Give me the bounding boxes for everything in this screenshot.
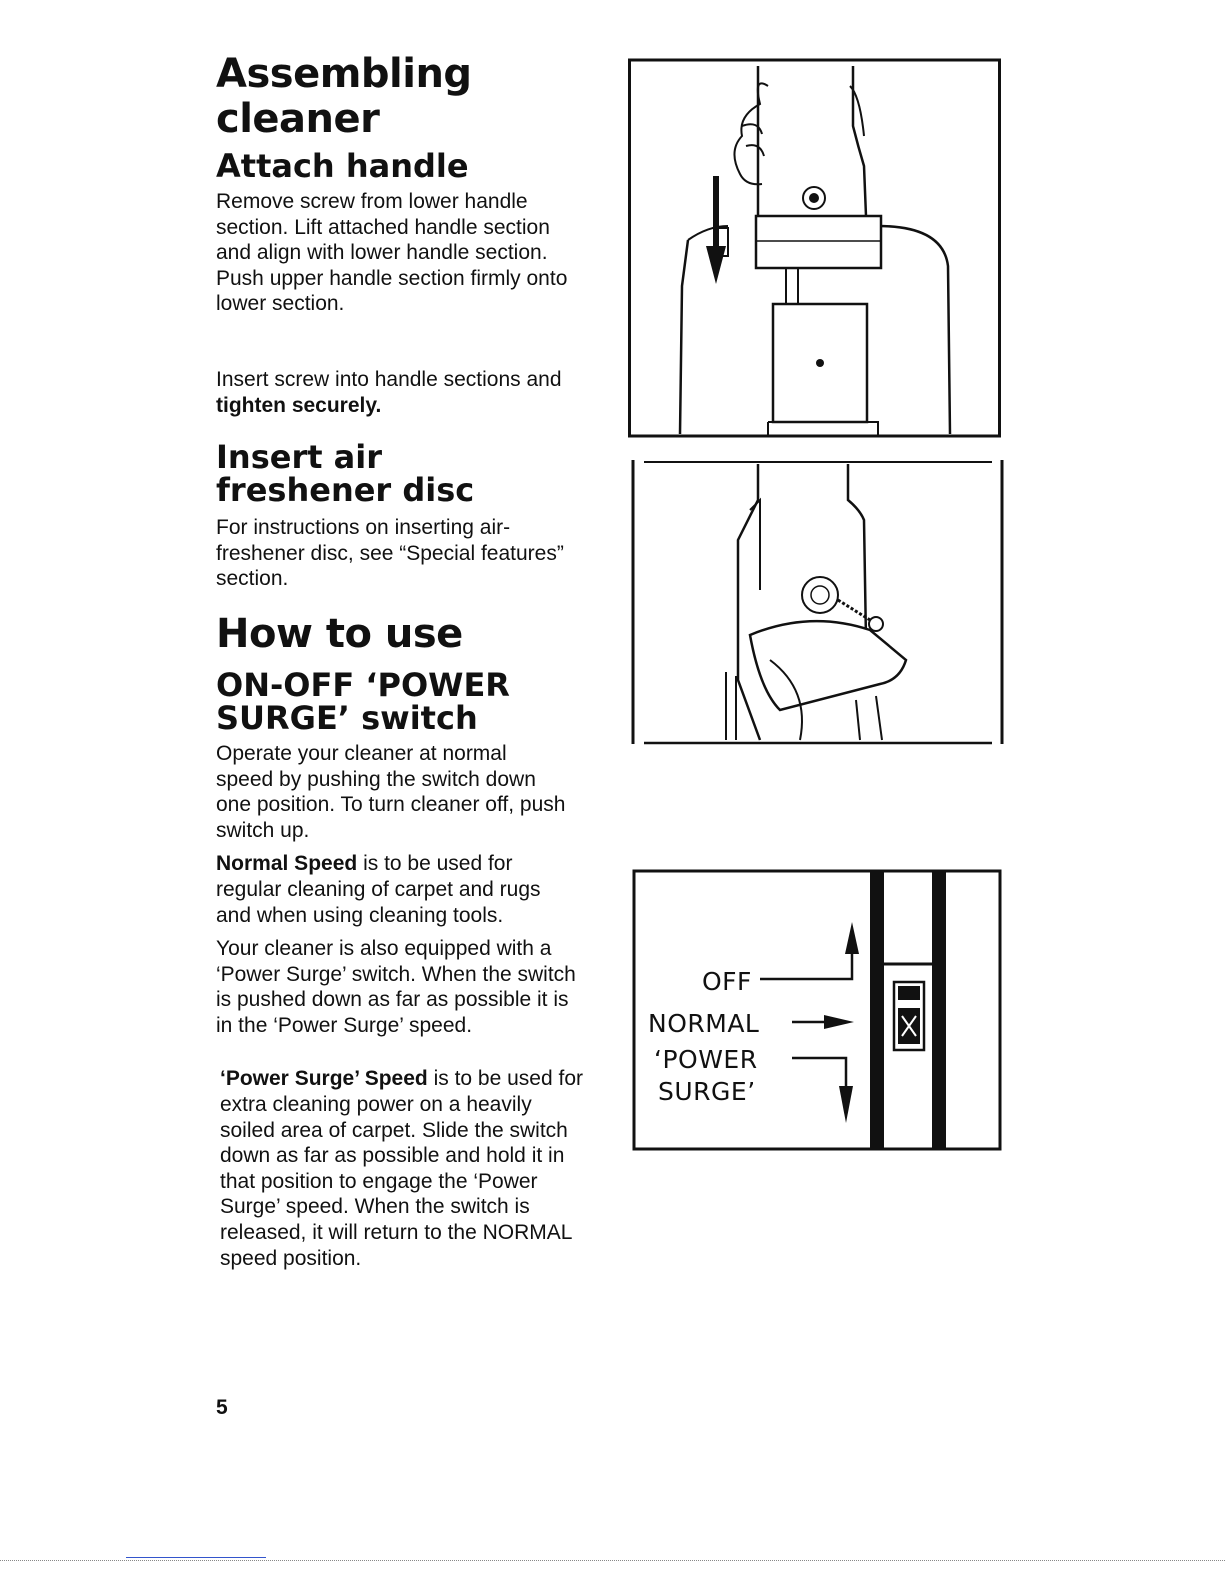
switch-diagram [632,868,1004,1152]
label-power: ‘POWER [654,1045,758,1074]
label-surge: SURGE’ [658,1077,756,1106]
attach-handle-text: Remove screw from lower handle section. Lift attached handle section and align with lower handle section. Push upper handle section firmly onto lower section. [216,190,568,316]
heading-air-freshener: Insert air freshener disc [216,438,475,510]
attach-handle-illustration [628,56,1003,440]
normal-speed-label: Normal Speed [216,852,358,876]
label-normal: NORMAL [648,1009,760,1038]
scan-link-mark [126,1557,266,1558]
figure-switch-positions [632,868,1004,1152]
label-off: OFF [702,967,752,996]
insert-screw-text [216,367,576,418]
power-surge-intro: Your cleaner is also equipped with a ‘Power Surge’ switch. When the switch is pushed down as far as possible it is in the ‘Power Surge’ speed. [216,937,576,1037]
tighten-securely: tighten securely. [216,393,382,417]
normal-speed-text [216,851,576,928]
figure-insert-screw [630,460,1005,746]
heading-switch: ON-OFF ‘POWER SURGE’ switch [216,665,510,737]
power-surge-speed-desc: is to be used for extra cleaning power on a heavily soiled area of carpet. Slide the switch down as far as possible and hold it in that position to engage the ‘Power Surge’ speed. When the switch is released, it will return to the NORMAL speed position. [220,1067,583,1270]
figure-attach-handle [628,56,1003,440]
insert-screw-plain: Insert screw into handle sections and [216,367,562,391]
power-surge-speed-label: ‘Power Surge’ Speed [220,1067,428,1091]
switch-text: Operate your cleaner at normal speed by pushing the switch down one position. To turn cleaner off, push switch up. [216,741,566,842]
heading-attach-handle: Attach handle [216,147,469,185]
text-column [216,52,596,1271]
scan-edge-rule [0,1560,1225,1561]
section-title-how-to-use: How to use [216,610,463,657]
power-surge-speed-text [220,1066,585,1271]
section-title-assembling: Assembling cleaner [216,51,472,142]
normal-speed-desc: is to be used for regular cleaning of carpet and rugs and when using cleaning tools. [216,852,541,927]
air-freshener-text: For instructions on inserting air-freshener disc, see “Special features” section. [216,516,564,591]
insert-screw-illustration [630,460,1005,746]
page-number: 5 [216,1396,228,1419]
